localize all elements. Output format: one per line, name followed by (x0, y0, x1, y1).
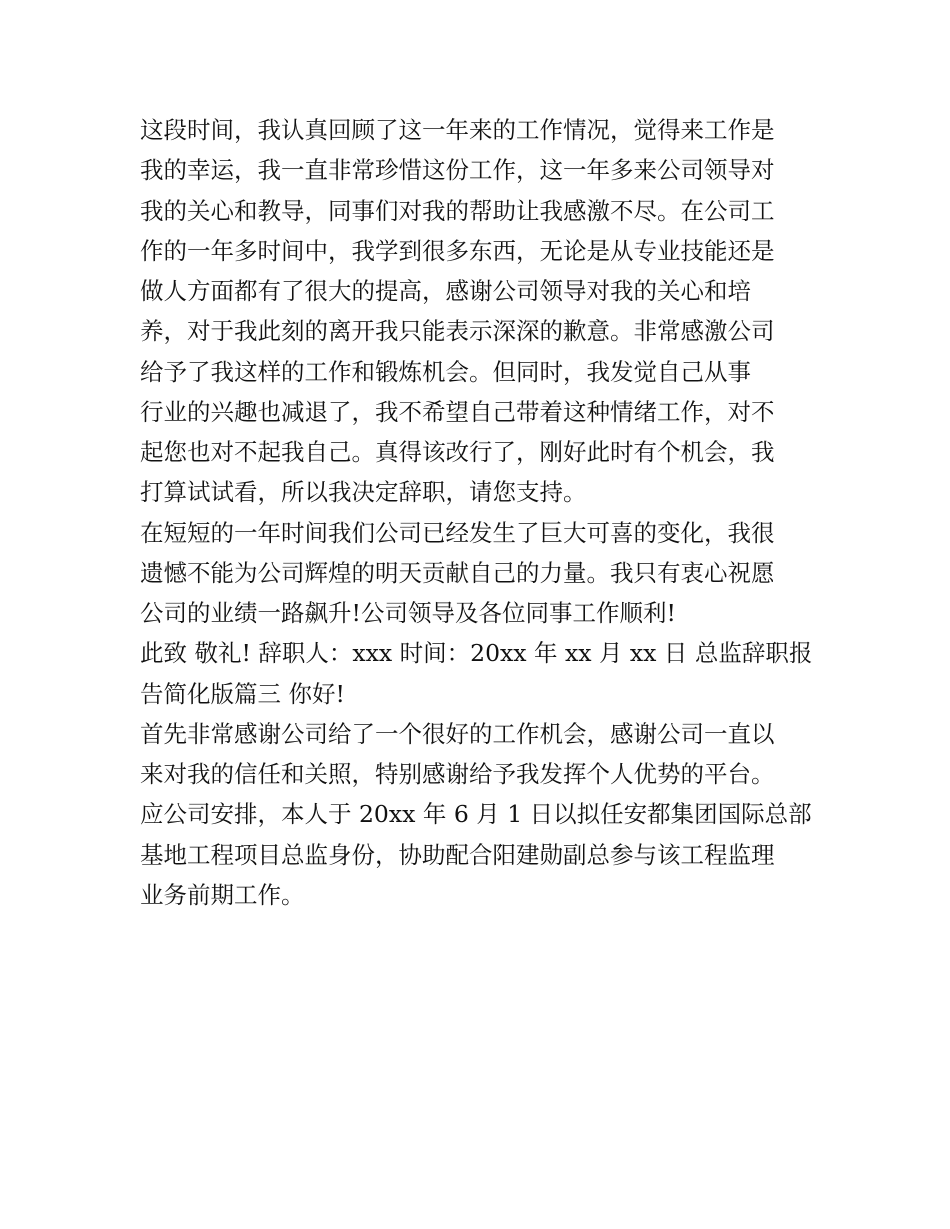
text-line: 行业的兴趣也减退了，我不希望自己带着这种情绪工作，对不 (140, 397, 775, 426)
document-body (140, 110, 812, 915)
text-line: 告简化版篇三 你好! (140, 679, 345, 708)
text-line: 应公司安排，本人于 20xx 年 6 月 1 日以拟任安都集团国际总部 (140, 800, 812, 829)
text-line: 打算试试看，所以我决定辞职，请您支持。 (140, 478, 587, 507)
text-line: 我的幸运，我一直非常珍惜这份工作，这一年多来公司领导对 (140, 156, 775, 185)
text-line: 业务前期工作。 (140, 880, 305, 909)
text-line: 给予了我这样的工作和锻炼机会。但同时，我发觉自己从事 (140, 357, 751, 386)
text-line: 基地工程项目总监身份，协助配合阳建勋副总参与该工程监理 (140, 840, 775, 869)
text-line: 此致 敬礼! 辞职人：xxx 时间：20xx 年 xx 月 xx 日 总监辞职报 (140, 639, 812, 668)
text-line: 养，对于我此刻的离开我只能表示深深的歉意。非常感激公司 (140, 317, 775, 346)
text-line: 公司的业绩一路飙升!公司领导及各位同事工作顺利! (140, 599, 676, 627)
text-line: 首先非常感谢公司给了一个很好的工作机会，感谢公司一直以 (140, 719, 775, 748)
text-line: 作的一年多时间中，我学到很多东西，无论是从专业技能还是 (140, 236, 775, 265)
text-line: 做人方面都有了很大的提高，感谢公司领导对我的关心和培 (140, 277, 751, 305)
text-line: 来对我的信任和关照，特别感谢给予我发挥个人优势的平台。 (140, 760, 775, 788)
text-line: 在短短的一年时间我们公司已经发生了巨大可喜的变化，我很 (140, 518, 775, 547)
text-line: 这段时间，我认真回顾了这一年来的工作情况，觉得来工作是 (140, 116, 775, 144)
text-line: 我的关心和教导，同事们对我的帮助让我感激不尽。在公司工 (140, 196, 775, 225)
text-line: 起您也对不起我自己。真得该改行了，刚好此时有个机会，我 (140, 438, 775, 466)
text-line: 遗憾不能为公司辉煌的明天贡献自己的力量。我只有衷心祝愿 (140, 558, 775, 587)
